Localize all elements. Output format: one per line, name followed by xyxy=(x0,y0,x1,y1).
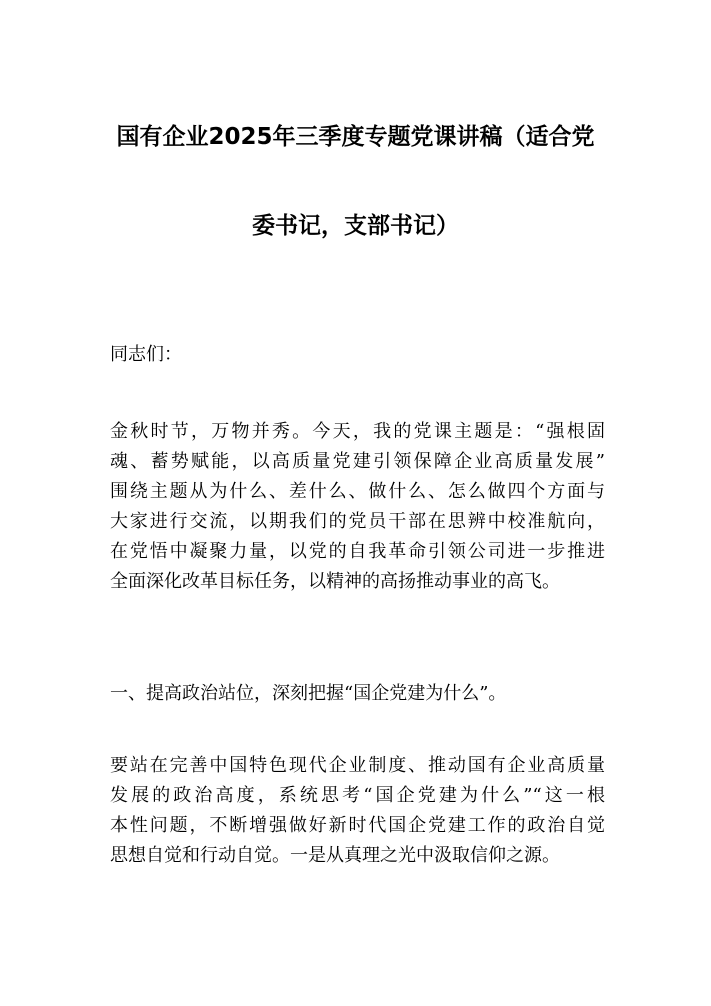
section-paragraph xyxy=(110,751,605,871)
section-line: 要站在完善中国特色现代企业制度、推动国有企业高质量 xyxy=(110,755,605,776)
section-heading xyxy=(110,679,605,709)
intro-line: 在党悟中凝聚力量，以党的自我革命引领公司进一步推进 xyxy=(110,541,605,562)
document-title-line-2: 委书记，支部书记） xyxy=(252,213,459,239)
intro-line: 围绕主题从为什么、差什么、做什么、怎么做四个方面与 xyxy=(110,481,605,502)
document-title-line-1: 国有企业2025年三季度专题党课讲稿（适合党 xyxy=(116,124,595,150)
greeting xyxy=(110,340,605,370)
intro-paragraph xyxy=(110,417,605,597)
intro-line: 大家进行交流，以期我们的党员干部在思辨中校准航向， xyxy=(110,511,605,532)
intro-line: 全面深化改革目标任务，以精神的高扬推动事业的高飞。 xyxy=(110,571,560,592)
section-heading-text: 一、提高政治站位，深刻把握“国企党建为什么”。 xyxy=(110,683,507,704)
section-line: 思想自觉和行动自觉。一是从真理之光中汲取信仰之源。 xyxy=(110,845,560,866)
section-line: 发展的政治高度，系统思考“国企党建为什么”“这一根 xyxy=(110,785,605,806)
section-line: 本性问题，不断增强做好新时代国企党建工作的政治自觉 xyxy=(110,815,605,836)
greeting-text: 同志们： xyxy=(110,344,182,365)
intro-line: 魂、蓄势赋能，以高质量党建引领保障企业高质量发展” xyxy=(110,451,605,472)
intro-line: 金秋时节，万物并秀。今天，我的党课主题是：“强根固 xyxy=(110,421,605,442)
